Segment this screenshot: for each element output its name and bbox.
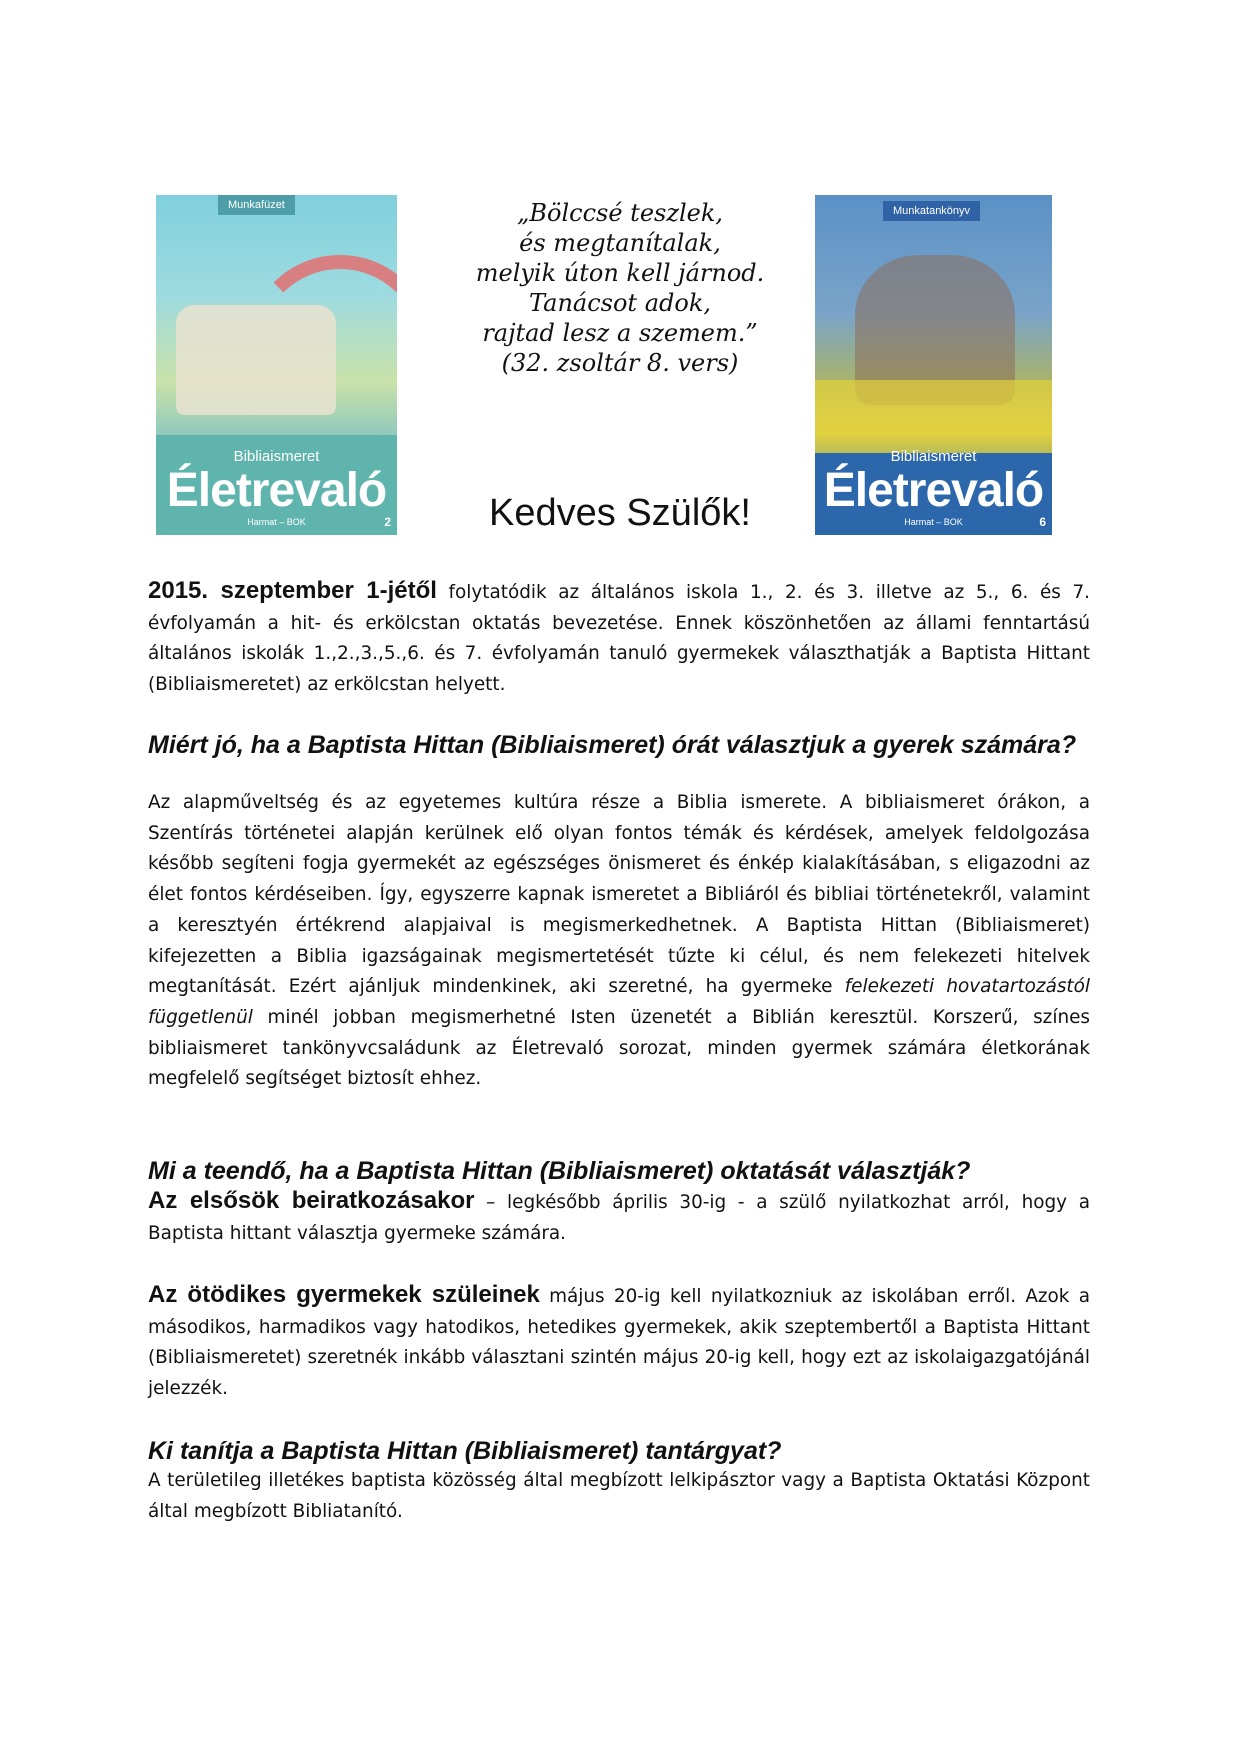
why-text-a: Az alapműveltség és az egyetemes kultúra része a Biblia ismerete. A bibliaismeret órákon, a Szentírás történetei alapján kerülnek elő olyan fontos témák és kérdések, amelyek feldolgozása később segíteni fogja gyermekét az egészséges önismeret és énkép kialakításában, s eligazodni az élet fontos kérdéseiben. Így, egyszerre kapnak ismeretet a Bibliáról és bibliai történetekről, valamint a keresztyén értékrend alapjaival is megismerkedhetnek. A Baptista Hittan (Bibliaismeret) kifejezetten a Biblia igazságainak megismertetését tűzte ki célul, és nem felekezeti hitelvek megtanítását. Ezért ajánljuk mindenkinek, aki szeretné, ha gyermeke bbox=[148, 792, 1090, 998]
flower-field bbox=[815, 380, 1052, 455]
cover-publisher: Harmat – BOK bbox=[904, 517, 963, 527]
greeting: Kedves Szülők! bbox=[489, 492, 751, 534]
quote-line: Tanácsot adok, bbox=[529, 289, 711, 317]
why-emphasis: felekezeti hovatartozástól függetlenül bbox=[148, 976, 1090, 1028]
cover-number: 2 bbox=[384, 515, 391, 529]
intro-lead: 2015. szeptember 1-jétől bbox=[148, 577, 437, 604]
section-heading-todo: Mi a teendő, ha a Baptista Hittan (Bibliaismeret) oktatását választják? bbox=[148, 1157, 971, 1185]
todo-lead-first: Az elsősök beiratkozásakor bbox=[148, 1187, 475, 1214]
intro-text: folytatódik az általános iskola 1., 2. és 3. illetve az 5., 6. és 7. évfolyamán a hit- és erkölcstan oktatás bevezetése. Ennek köszönhetően az állami fenntartású általános iskolák 1.,2.,3.,5.,6. és 7. évfolyamán tanuló gyermekek választhatják a Baptista Hittant (Bibliaismeretet) az erkölcstan helyett. bbox=[148, 582, 1090, 696]
ark-illustration bbox=[176, 305, 336, 415]
section-heading-teacher: Ki tanítja a Baptista Hittan (Bibliaismeret) tantárgyat? bbox=[148, 1437, 782, 1465]
cover-subtitle: Bibliaismeret bbox=[233, 448, 320, 465]
book-cover-right bbox=[815, 195, 1052, 535]
quote-line: és megtanítalak, bbox=[519, 229, 721, 257]
quote-line: „Bölccsé teszlek, bbox=[516, 199, 724, 227]
cover-publisher: Harmat – BOK bbox=[247, 517, 306, 527]
cover-subtitle: Bibliaismeret bbox=[890, 448, 977, 465]
book-cover-left bbox=[156, 195, 397, 535]
cover-title: Életrevaló bbox=[823, 464, 1044, 517]
todo-text-fifth: május 20-ig kell nyilatkozniuk az iskolában erről. Azok a másodikos, harmadikos vagy hatodikos, hetedikes gyermekek, akik szeptembertől a Baptista Hittant (Bibliaismeretet) szeretnék inkább választani szintén május 20-ig kell, hogy ezt az iskolaigazgatójánál jelezzék. bbox=[148, 1286, 1091, 1400]
why-text-b: minél jobban megismerhetné Isten üzenetét a Biblián keresztül. Korszerű, színes bibliaismeret tankönyvcsaládunk az Életrevaló sorozat, minden gyermek számára életkorának megfelelő segítséget biztosít ehhez. bbox=[148, 1006, 1090, 1090]
quote-line: melyik úton kell járnod. bbox=[475, 259, 765, 287]
cover-title: Életrevaló bbox=[166, 464, 387, 517]
cover-tag: Munkatankönyv bbox=[883, 201, 980, 221]
quote-line: rajtad lesz a szemem.” bbox=[482, 319, 758, 347]
intro-paragraph bbox=[148, 576, 1090, 701]
todo-paragraph-first-graders bbox=[148, 1186, 1090, 1249]
quote-reference: (32. zsoltár 8. vers) bbox=[501, 349, 739, 377]
section-body-teacher: A területileg illetékes baptista közösség által megbízott lelkipásztor vagy a Baptista Oktatási Központ által megbízott Bibliatanító. bbox=[148, 1470, 1090, 1522]
todo-text-first: – legkésőbb április 30-ig - a szülő nyilatkozhat arról, hogy a Baptista hittant választja gyermeke számára. bbox=[148, 1192, 1090, 1244]
todo-paragraph-fifth-graders bbox=[148, 1280, 1090, 1405]
cover-tag: Munkafüzet bbox=[218, 195, 295, 215]
todo-lead-fifth: Az ötödikes gyermekek szüleinek bbox=[148, 1281, 540, 1308]
cover-number: 6 bbox=[1039, 515, 1046, 529]
section-body-why bbox=[148, 788, 1090, 1095]
bible-quote bbox=[440, 198, 800, 378]
section-heading-why: Miért jó, ha a Baptista Hittan (Bibliaismeret) órát választjuk a gyerek számára? bbox=[148, 731, 1077, 759]
